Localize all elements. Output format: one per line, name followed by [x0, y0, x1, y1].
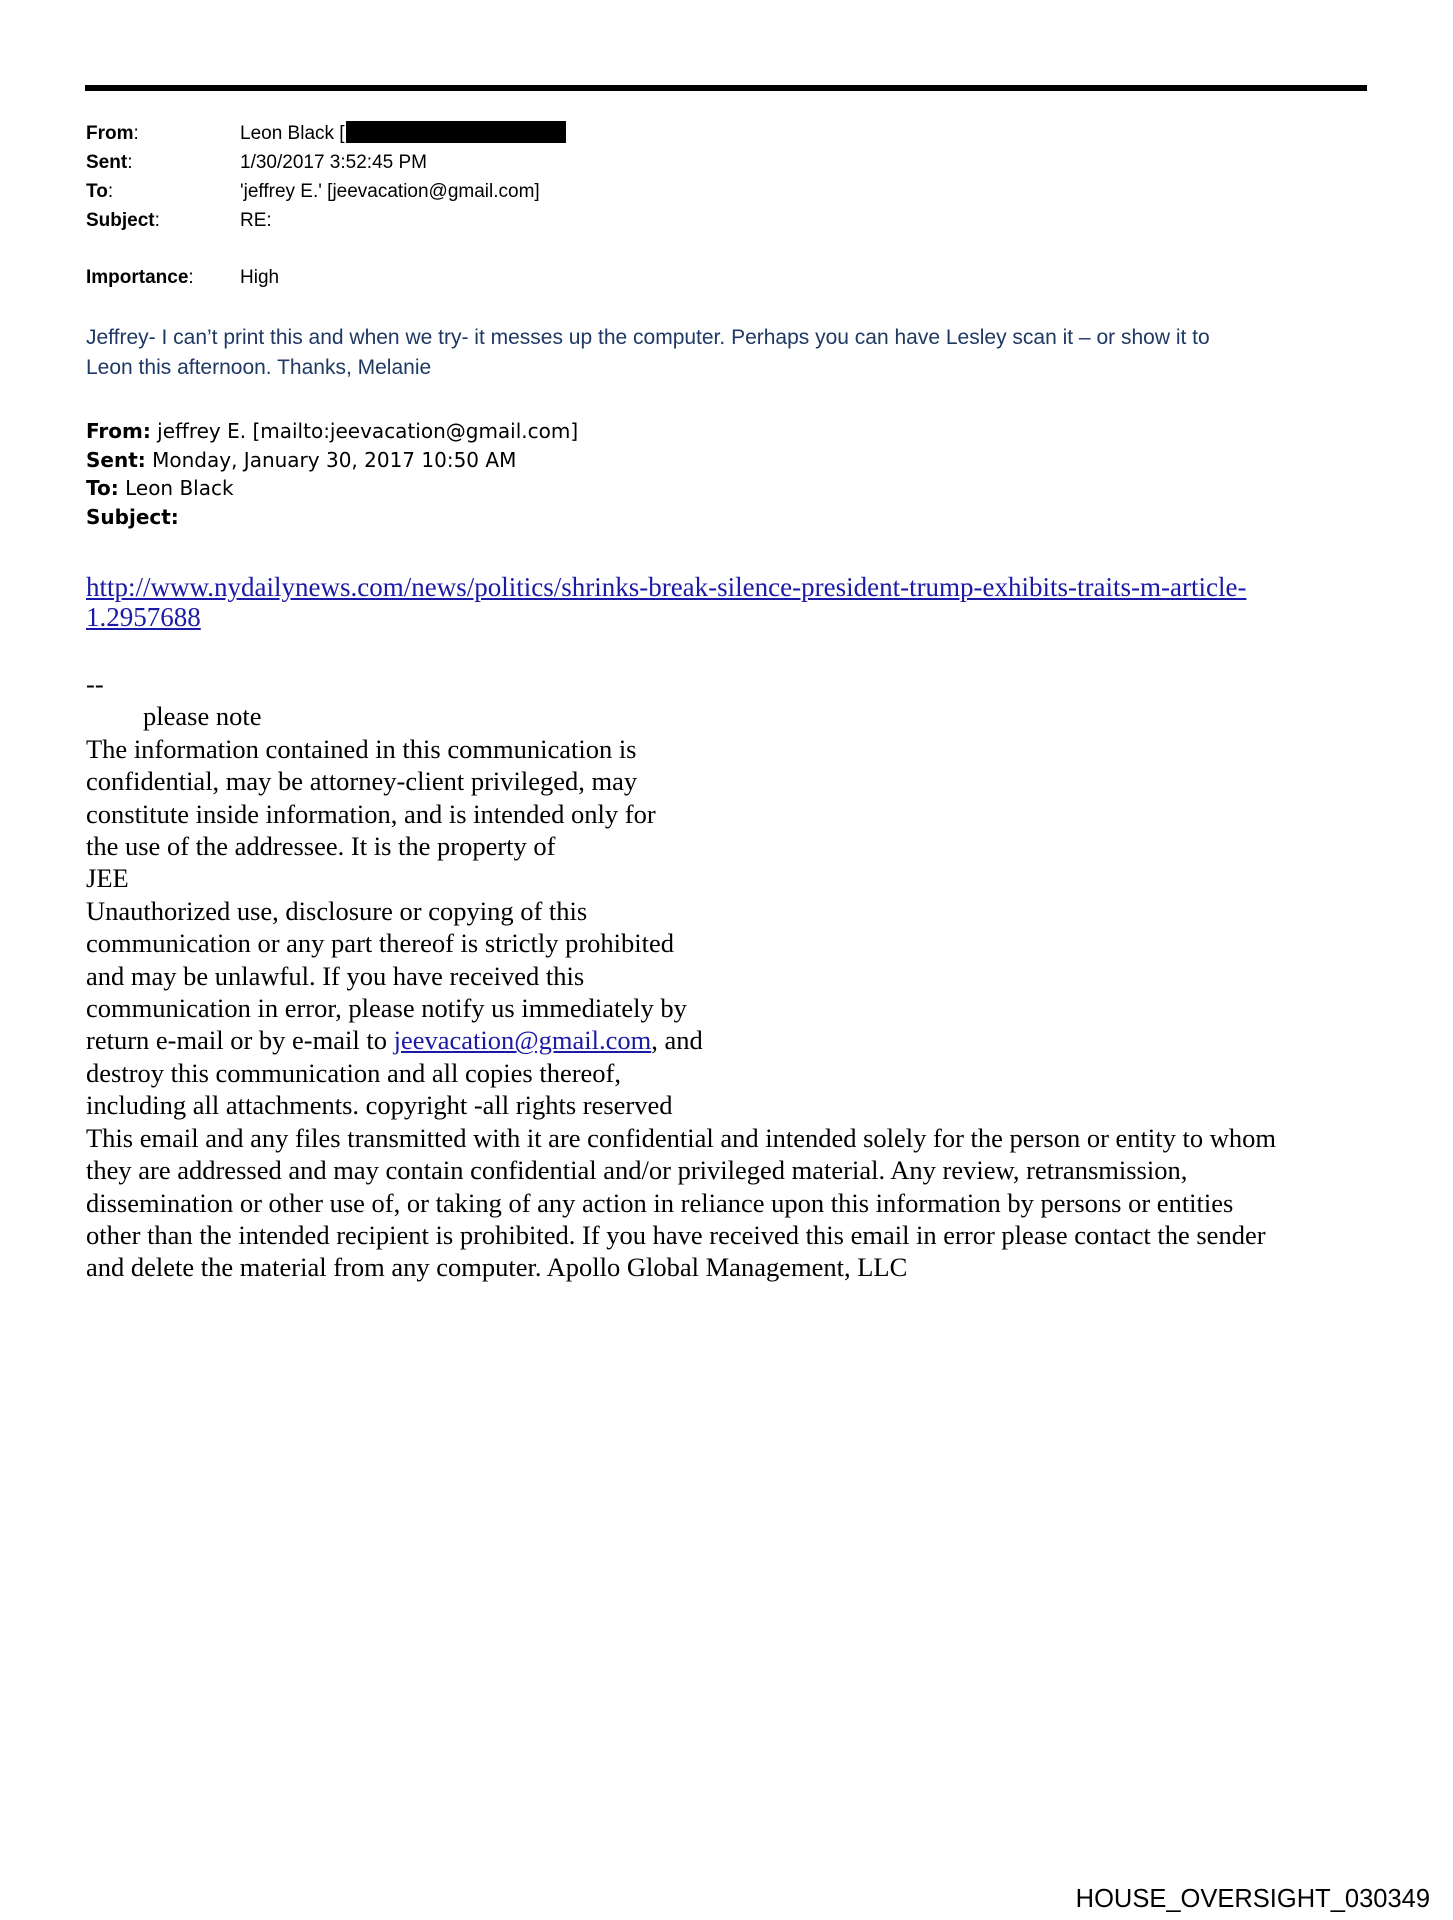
article-link[interactable]: [86, 572, 1246, 632]
legal-notice-line: This email and any files transmitted with it are confidential and intended solely for the person or entity to whom: [86, 1122, 1276, 1153]
disclaimer-line: JEE: [86, 863, 129, 894]
reply-subject-label: Subject:: [86, 210, 160, 231]
original-sent-value: Monday, January 30, 2017 10:50 AM: [145, 447, 517, 472]
bates-number: HOUSE_OVERSIGHT_030349: [1075, 1885, 1430, 1913]
legal-notice-line: they are addressed and may contain confidential and/or privileged material. Any review, retransmission,: [86, 1155, 1188, 1186]
original-email-header: [86, 417, 578, 531]
disclaimer-line: confidential, may be attorney-client privileged, may: [86, 766, 638, 797]
original-from-value: jeffrey E. [mailto:jeevacation@gmail.com]: [150, 419, 579, 443]
reply-subject-value: RE:: [240, 210, 272, 231]
reply-from-label: From:: [86, 123, 139, 144]
original-from-row: [86, 417, 578, 446]
article-link-line-1[interactable]: http://www.nydailynews.com/news/politics/shrinks-break-silence-president-trump-exhibits-traits-m-article-: [86, 572, 1247, 602]
disclaimer-line: constitute inside information, and is intended only for: [86, 798, 656, 829]
disclaimer-return-line: return e-mail or by e-mail to jeevacation@gmail.com, and: [86, 1025, 703, 1056]
reply-from-value: Leon Black [: [240, 119, 566, 148]
disclaimer-line: Unauthorized use, disclosure or copying of this: [86, 895, 588, 926]
original-sent-label: Sent:: [86, 447, 146, 472]
signature-disclaimer: [86, 668, 1276, 1284]
original-from-label: From:: [86, 419, 151, 443]
article-link-line-2[interactable]: 1.2957688: [86, 602, 201, 632]
disclaimer-line: communication or any part thereof is strictly prohibited: [86, 928, 674, 959]
original-to-row: [86, 474, 578, 503]
reply-importance-value: High: [240, 267, 280, 288]
reply-message-line: Jeffrey- I can’t print this and when we try- it messes up the computer. Perhaps you can have Lesley scan it – or show it to: [86, 326, 1210, 349]
disclaimer-line: destroy this communication and all copies thereof,: [86, 1057, 622, 1088]
original-to-label: To:: [86, 476, 119, 500]
reply-message-line: Leon this afternoon. Thanks, Melanie: [86, 355, 432, 379]
please-note: please note: [143, 701, 262, 732]
reply-importance-label: Importance:: [86, 267, 194, 288]
disclaimer-line: The information contained in this communication is: [86, 733, 637, 764]
original-subject-row: [86, 503, 578, 532]
reply-sent-value: 1/30/2017 3:52:45 PM: [240, 152, 427, 173]
reply-sent-label: Sent:: [86, 152, 133, 173]
disclaimer-line: communication in error, please notify us immediately by: [86, 993, 687, 1024]
original-subject-label: Subject:: [86, 504, 179, 529]
disclaimer-email-link[interactable]: jeevacation@gmail.com: [393, 1025, 652, 1056]
original-to-value: Leon Black: [118, 476, 234, 500]
reply-message-body: [86, 323, 1376, 382]
reply-to-value: 'jeffrey E.' [jeevacation@gmail.com]: [240, 181, 540, 202]
original-sent-row: [86, 446, 578, 475]
signature-separator: --: [86, 669, 104, 699]
reply-to-label: To:: [86, 181, 114, 202]
disclaimer-line: and may be unlawful. If you have received this: [86, 960, 585, 991]
header-rule: [85, 85, 1367, 91]
disclaimer-line: the use of the addressee. It is the property of: [86, 831, 556, 862]
redaction-block: [346, 121, 566, 143]
legal-notice-line: and delete the material from any computer. Apollo Global Management, LLC: [86, 1252, 908, 1283]
legal-notice-line: other than the intended recipient is prohibited. If you have received this email in error please contact the sender: [86, 1219, 1266, 1250]
legal-notice-line: dissemination or other use of, or taking of any action in reliance upon this information by persons or entities: [86, 1187, 1234, 1218]
disclaimer-line: including all attachments. copyright -all rights reserved: [86, 1090, 673, 1121]
